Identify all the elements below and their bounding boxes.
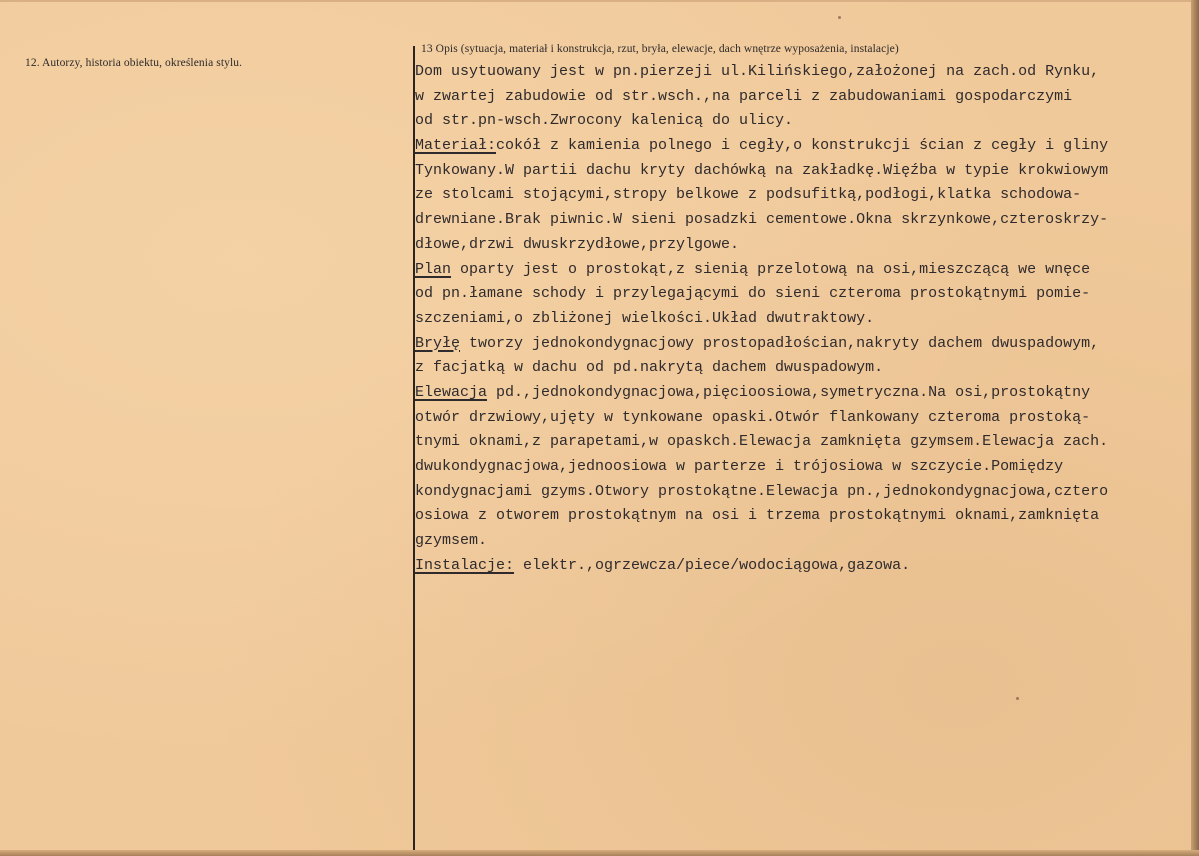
description-line — [415, 332, 1191, 357]
paper-right-edge — [1191, 0, 1199, 856]
description-line — [415, 356, 1191, 381]
description-line-text: Dom usytuowany jest w pn.pierzeji ul.Kilińskiego,założonej na zach.od Rynku, — [415, 63, 1100, 80]
paper-speck — [1016, 697, 1019, 700]
description-text — [415, 60, 1191, 578]
paper-speck — [838, 16, 841, 19]
description-line-text: od pn.łamane schody i przylegającymi do sieni czteroma prostokątnymi pomie- — [415, 285, 1091, 303]
description-line-text: w zwartej zabudowie od str.wsch.,na parceli z zabudowaniami gospodarczymi — [415, 87, 1073, 105]
description-line — [415, 504, 1191, 529]
description-line — [415, 134, 1191, 159]
description-keyword: Instalacje: — [415, 556, 515, 574]
description-line — [415, 529, 1191, 554]
description-line — [415, 455, 1191, 480]
description-line — [415, 480, 1191, 505]
description-line — [415, 208, 1191, 233]
description-line — [415, 159, 1191, 184]
description-line-text: dwukondygnacjowa,jednoosiowa w parterze i trójosiowa w szczycie.Pomiędzy — [415, 458, 1064, 475]
description-line-text: tworzy jednokondygnacjowy prostopadłościan,nakryty dachem dwuspadowym, — [460, 334, 1100, 352]
top-rule — [0, 0, 1199, 2]
description-keyword: Bryłę — [415, 334, 461, 352]
section-13-heading: 13 Opis (sytuacja, materiał i konstrukcja, rzut, bryła, elewacje, dach wnętrze wyposażenia, instalacje) — [421, 43, 899, 55]
description-line-text: dłowe,drzwi dwuskrzydłowe,przylgowe. — [415, 235, 740, 253]
description-line — [415, 258, 1191, 283]
description-keyword: Materiał: — [415, 137, 497, 155]
description-line-text: ze stolcami stojącymi,stropy belkowe z podsufitką,podłogi,klatka schodowa- — [415, 186, 1082, 204]
description-line-text: pd.,jednokondygnacjowa,pięcioosiowa,symetryczna.Na osi,prostokątny — [487, 383, 1091, 401]
description-line — [415, 430, 1191, 455]
description-keyword: Elewacja — [415, 383, 488, 401]
description-line — [415, 282, 1191, 307]
description-line-text: od str.pn-wsch.Zwrocony kalenicą do ulicy. — [415, 112, 794, 130]
description-line-text: oparty jest o prostokąt,z sienią przelotową na osi,mieszczącą we wnęce — [451, 260, 1091, 278]
description-line-text: cokół z kamienia polnego i cegły,o konstrukcji ścian z cegły i gliny — [496, 137, 1109, 155]
description-line-text: drewniane.Brak piwnic.W sieni posadzki cementowe.Okna skrzynkowe,czteroskrzy- — [415, 211, 1109, 229]
description-line-text: z facjatką w dachu od pd.nakrytą dachem dwuspadowym. — [415, 359, 884, 377]
description-line-text: kondygnacjami gzyms.Otwory prostokątne.Elewacja pn.,jednokondygnacjowa,cztero — [415, 482, 1109, 500]
paper-bottom-edge — [0, 850, 1199, 856]
description-line — [415, 381, 1191, 406]
description-line — [415, 406, 1191, 431]
description-line — [415, 109, 1191, 134]
description-line — [415, 85, 1191, 110]
description-line-text: elektr.,ogrzewcza/piece/wodociągowa,gazowa. — [514, 556, 911, 574]
description-line — [415, 233, 1191, 258]
description-line — [415, 60, 1191, 85]
description-keyword: Plan — [415, 260, 452, 278]
description-line-text: Tynkowany.W partii dachu kryty dachówką na zakładkę.Więźba w typie krokwiowym — [415, 161, 1109, 179]
section-12-heading: 12. Autorzy, historia obiektu, określenia stylu. — [25, 57, 243, 69]
description-line-text: otwór drzwiowy,ujęty w tynkowane opaski.Otwór flankowany czteroma prostoką- — [415, 408, 1091, 426]
description-line-text: szczeniami,o zbliżonej wielkości.Układ dwutraktowy. — [415, 309, 875, 327]
description-line-text: gzymsem. — [415, 532, 488, 550]
description-line-text: tnymi oknami,z parapetami,w opaskch.Elewacja zamknięta gzymsem.Elewacja zach. — [415, 433, 1109, 451]
description-line-text: osiowa z otworem prostokątnym na osi i trzema prostokątnymi oknami,zamknięta — [415, 507, 1100, 525]
description-line — [415, 183, 1191, 208]
description-line — [415, 307, 1191, 332]
description-line — [415, 554, 1191, 579]
